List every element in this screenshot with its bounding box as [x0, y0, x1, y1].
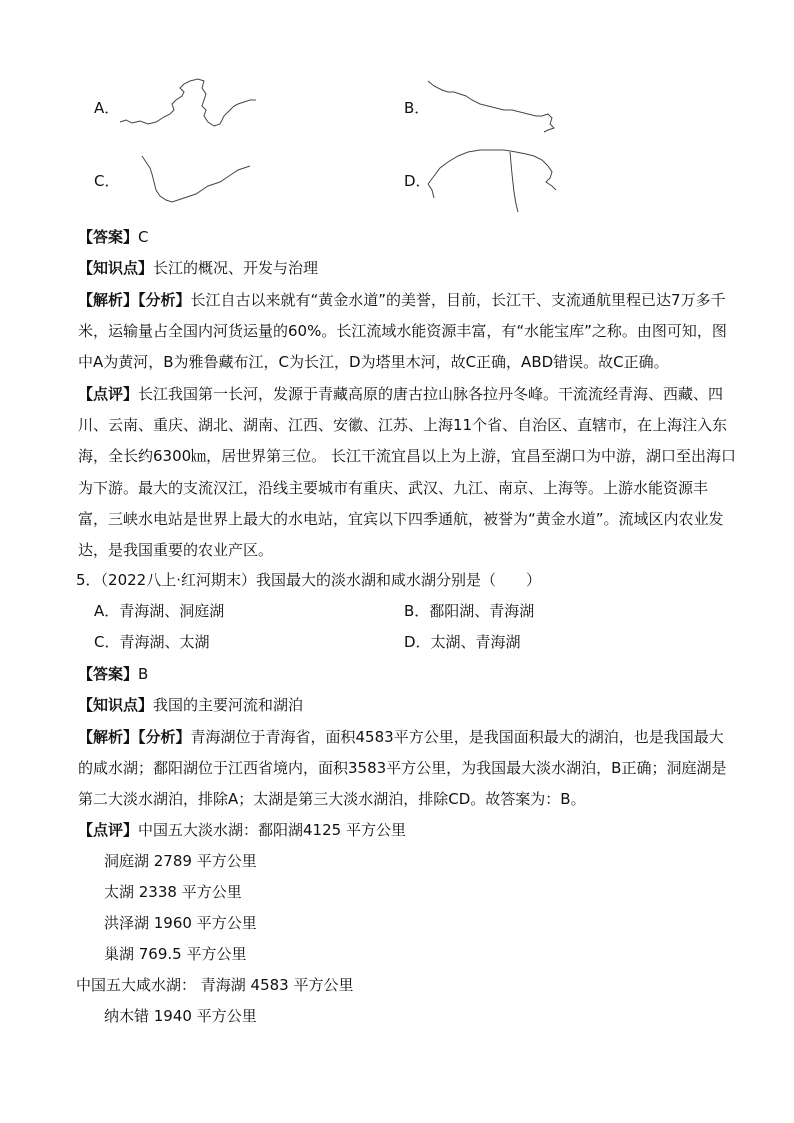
comment-tag: 【点评】 — [78, 821, 139, 839]
fresh-lake-item: 洞庭湖 2789 平方公里 — [104, 852, 257, 870]
analysis-tag: 【解析】【分析】 — [78, 728, 191, 746]
q5-analysis-line: 第二大淡水湖泊，排除A；太湖是第三大淡水湖泊，排除CD。故答案为：B。 — [78, 790, 586, 808]
river-map-a — [118, 76, 260, 130]
comment-text: 中国五大淡水湖：鄱阳湖4125 平方公里 — [138, 821, 406, 839]
answer-tag: 【答案】 — [78, 665, 139, 683]
knowledge-value: 我国的主要河流和湖泊 — [153, 696, 304, 714]
fresh-lake-item: 洪泽湖 1960 平方公里 — [104, 914, 257, 932]
fresh-lake-item: 巢湖 769.5 平方公里 — [104, 945, 247, 963]
river-map-b — [424, 78, 560, 136]
river-map-d — [426, 144, 558, 214]
river-map-c — [140, 154, 252, 208]
knowledge-tag: 【知识点】 — [78, 259, 154, 277]
option-c-label: C． — [94, 172, 120, 190]
answer-tag: 【答案】 — [78, 228, 139, 246]
q5-knowledge-point — [78, 695, 303, 715]
q5-option-d: D．太湖、青海湖 — [404, 633, 521, 651]
q5-analysis-line: 的咸水湖；鄱阳湖位于江西省境内，面积3583平方公里，为我国最大淡水湖泊，B正确；洞庭湖是 — [78, 759, 727, 777]
q4-comment-line: 富，三峡水电站是世界上最大的水电站，宜宾以下四季通航，被誉为“黄金水道”。流域区内农业发 — [78, 510, 724, 528]
q4-analysis-line — [78, 290, 726, 310]
q5-option-c: C．青海湖、太湖 — [94, 633, 210, 651]
q5-analysis-line — [78, 727, 724, 747]
q5-question: 5．（2022八上·红河期末）我国最大的淡水湖和咸水湖分别是（ ） — [76, 571, 541, 589]
q4-analysis-line: 中A为黄河，B为雅鲁藏布江，C为长江，D为塔里木河，故C正确，ABD错误。故C正确。 — [78, 353, 669, 371]
q5-option-b: B．鄱阳湖、青海湖 — [404, 602, 535, 620]
comment-tag: 【点评】 — [78, 385, 139, 403]
knowledge-value: 长江的概况、开发与治理 — [153, 259, 319, 277]
q4-answer — [78, 227, 149, 247]
fresh-lake-item: 太湖 2338 平方公里 — [104, 883, 242, 901]
q4-analysis-line: 米，运输量占全国内河货运量的60%。长江流域水能资源丰富，有“水能宝库”之称。由图可知，图 — [78, 322, 727, 340]
q5-comment-line — [78, 820, 406, 840]
comment-text: 长江我国第一长河，发源于青藏高原的唐古拉山脉各拉丹冬峰。干流流经青海、西藏、四 — [138, 385, 724, 403]
salt-lake-title: 中国五大咸水湖： 青海湖 4583 平方公里 — [76, 976, 354, 994]
answer-value: C — [138, 228, 149, 246]
q5-option-a: A．青海湖、洞庭湖 — [94, 602, 225, 620]
answer-value: B — [138, 665, 149, 683]
analysis-tag: 【解析】【分析】 — [78, 291, 191, 309]
analysis-text: 长江自古以来就有“黄金水道”的美誉，目前，长江干、支流通航里程已达7万多千 — [190, 291, 726, 309]
analysis-text: 青海湖位于青海省，面积4583平方公里，是我国面积最大的湖泊，也是我国最大 — [190, 728, 724, 746]
q4-comment-line: 海，全长约6300㎞，居世界第三位。 长江干流宜昌以上为上游，宜昌至湖口为中游，湖口至出海口 — [78, 447, 736, 465]
q4-comment-line: 为下游。最大的支流汉江，沿线主要城市有重庆、武汉、九江、南京、上海等。上游水能资源丰 — [78, 479, 709, 497]
q4-knowledge-point — [78, 258, 318, 278]
option-d-label: D． — [404, 172, 431, 190]
knowledge-tag: 【知识点】 — [78, 696, 154, 714]
q4-comment-line: 达，是我国重要的农业产区。 — [78, 541, 274, 559]
salt-lake-item: 纳木错 1940 平方公里 — [104, 1007, 257, 1025]
q4-comment-line: 川、云南、重庆、湖北、湖南、江西、安徽、江苏、上海11个省、自治区、直辖市，在上海注入东 — [78, 416, 728, 434]
q4-comment-line — [78, 384, 723, 404]
q5-answer — [78, 664, 148, 684]
option-b-label: B． — [404, 99, 430, 117]
option-a-label: A． — [94, 99, 120, 117]
